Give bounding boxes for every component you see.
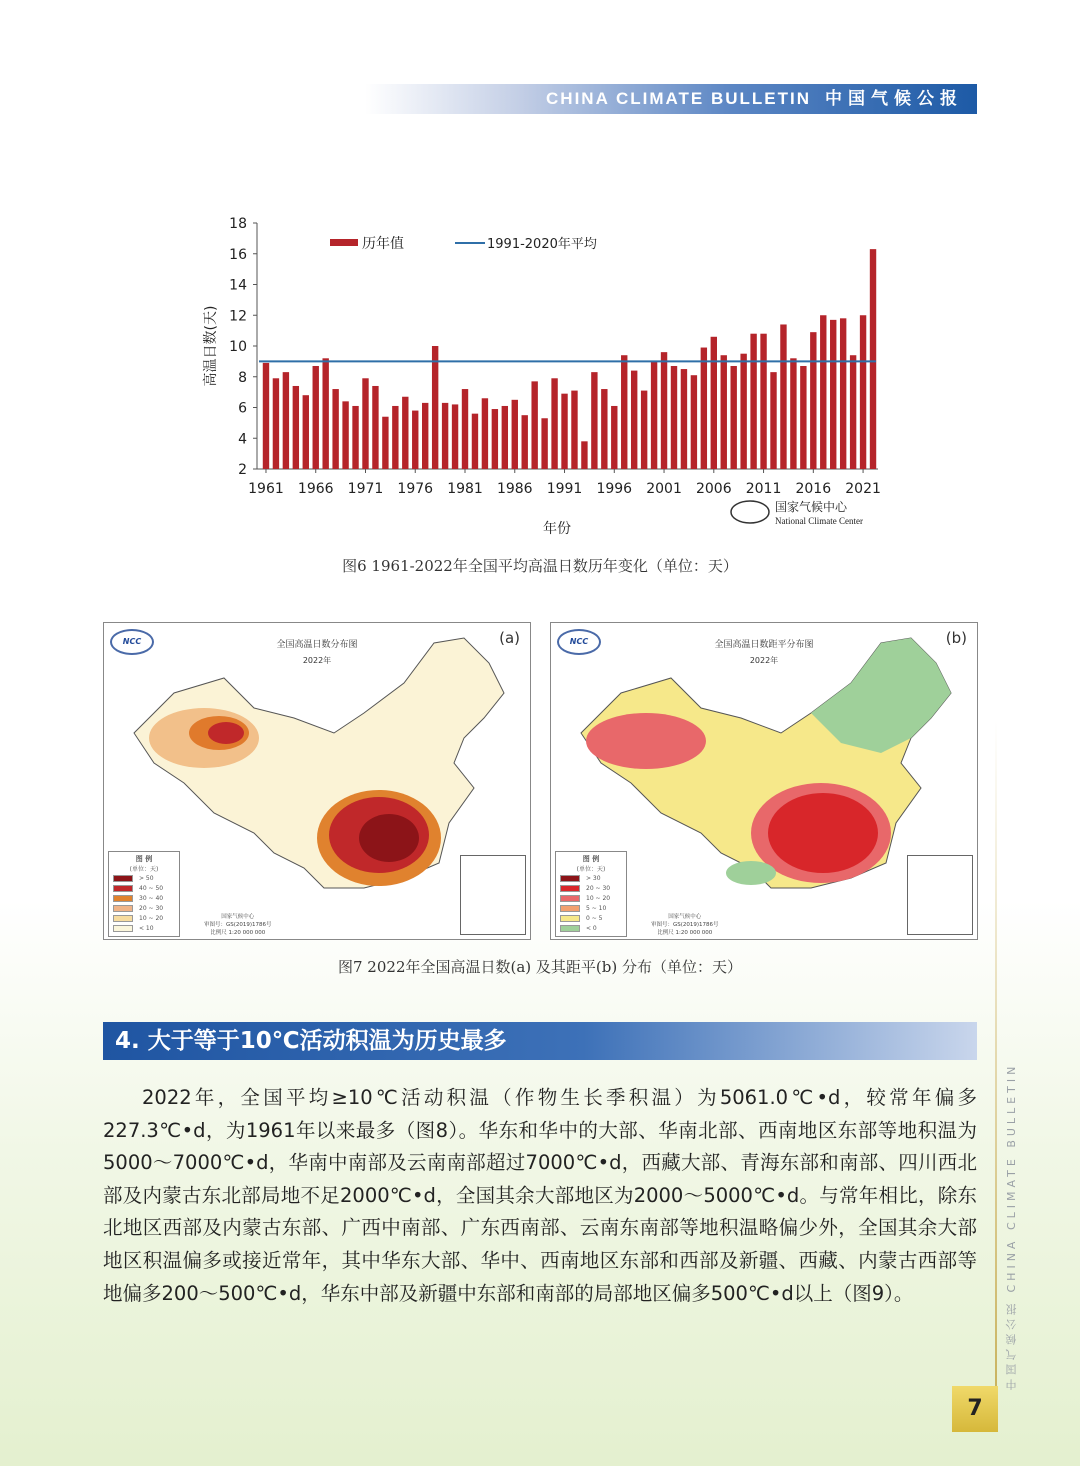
logo-cn: 国家气候中心	[775, 500, 848, 514]
map-legend	[555, 851, 627, 937]
bar-1986	[512, 400, 518, 469]
legend-item: 40 ~ 50	[113, 883, 175, 893]
legend-item: 10 ~ 20	[113, 913, 175, 923]
x-tick-label: 1991	[546, 481, 583, 497]
fig7-caption: 图7 2022年全国高温日数(a) 及其距平(b) 分布（单位：天）	[338, 958, 742, 976]
map-tag: (b)	[945, 629, 967, 647]
section-heading: 4. 大于等于10℃活动积温为历史最多	[103, 1022, 977, 1060]
ncc-logo: NCC	[557, 629, 601, 655]
map-credit: 国家气候中心 审图号：GS(2019)1786号 比例尺 1:20 000 000	[651, 914, 719, 936]
x-tick-label: 1961	[248, 481, 284, 497]
x-tick-label: 1976	[397, 481, 434, 497]
x-tick-label: 1996	[596, 481, 633, 497]
x-tick-label: 1981	[447, 481, 483, 497]
bar-1991	[561, 394, 567, 469]
bar-1961	[263, 363, 269, 469]
bar-1969	[342, 401, 348, 469]
bar-2018	[830, 320, 836, 469]
legend-item: 10 ~ 20	[560, 893, 622, 903]
bar-2020	[850, 355, 856, 469]
bar-2008	[731, 366, 737, 469]
bar-1971	[362, 378, 368, 469]
bar-2004	[691, 375, 697, 469]
map-b	[550, 622, 978, 940]
bar-1989	[541, 418, 547, 469]
bar-1979	[442, 403, 448, 469]
bar-1987	[522, 415, 528, 469]
y-tick-label: 2	[238, 462, 247, 478]
y-tick-label: 4	[238, 431, 247, 448]
bar-1964	[293, 386, 299, 469]
bar-1978	[432, 346, 438, 469]
bar-2009	[740, 354, 746, 469]
bar-1983	[482, 398, 488, 469]
y-tick-label: 6	[238, 400, 247, 417]
bar-1968	[332, 389, 338, 469]
page-number: 7	[952, 1386, 998, 1432]
map-tag: (a)	[499, 629, 520, 647]
legend-title: 图 例	[582, 855, 600, 863]
legend-item: < 10	[113, 923, 175, 933]
header-banner	[365, 84, 977, 114]
legend-item: < 0	[560, 923, 622, 933]
bar-1988	[531, 381, 537, 469]
paragraph: 2022年，全国平均≥10℃活动积温（作物生长季积温）为5061.0℃•d，较常年偏多227.3℃•d，为1961年以来最多（图8）。华东和华中的大部、华南北部、西南地区东部等地积温为5000～7000℃•d，华南中南部及云南南部超过7000℃•d，西藏大部、青海东部和南部、四川西北部及内蒙古东北部局地不足2000℃•d，全国其余大部地区为2000～5000℃•d。与常年相比，除东北地区西部及内蒙古东部、广西中南部、广东西南部、云南东南部等地积温略偏少外，全国其余大部地区积温偏多或接近常年，其中华东大部、华中、西南地区东部和西部及新疆、西藏、内蒙古西部等地偏多200～500℃•d，华东中部及新疆中东部和南部的局部地区偏多500℃•d以上（图9）。	[103, 1086, 977, 1305]
high-temp-days-chart	[190, 205, 890, 545]
map-title: 全国高温日数分布图	[276, 640, 358, 650]
x-tick-label: 2001	[646, 481, 682, 497]
bar-2014	[790, 358, 796, 469]
bar-2019	[840, 318, 846, 469]
bar-2017	[820, 315, 826, 469]
bar-1992	[571, 391, 577, 469]
bar-2001	[661, 352, 667, 469]
legend-item: > 50	[113, 873, 175, 883]
y-tick-label: 8	[238, 369, 247, 386]
bar-2005	[701, 348, 707, 469]
margin-line	[995, 720, 997, 1410]
bar-1970	[352, 406, 358, 469]
bar-1990	[551, 378, 557, 469]
legend-unit: (单位：天)	[129, 866, 159, 873]
legend-item: > 30	[560, 873, 622, 883]
legend-line-label: 1991-2020年平均	[487, 237, 597, 252]
bar-2022	[870, 249, 876, 469]
bar-1976	[412, 411, 418, 469]
bar-1993	[581, 441, 587, 469]
x-tick-label: 2006	[695, 481, 732, 497]
header-cn: 中国气候公报	[825, 89, 963, 108]
bar-2016	[810, 332, 816, 469]
bar-1982	[472, 414, 478, 469]
legend-bar-swatch	[330, 239, 358, 246]
map-legend	[108, 851, 180, 937]
bar-1996	[611, 406, 617, 469]
y-axis-label: 高温日数(天)	[203, 305, 219, 387]
map-a	[103, 622, 531, 940]
map-credit: 国家气候中心 审图号：GS(2019)1786号 比例尺 1:20 000 000	[204, 914, 272, 936]
x-axis-label: 年份	[543, 521, 571, 537]
legend-item: 20 ~ 30	[113, 903, 175, 913]
ncc-logo-icon	[731, 501, 769, 523]
bar-1999	[641, 391, 647, 469]
y-tick-label: 12	[229, 308, 247, 325]
bar-1995	[601, 389, 607, 469]
legend-unit: (单位：天)	[576, 866, 606, 873]
bar-1985	[502, 406, 508, 469]
header-en: CHINA CLIMATE BULLETIN	[546, 89, 811, 108]
body-text	[103, 1082, 977, 1310]
ncc-logo: NCC	[110, 629, 154, 655]
bar-2015	[800, 366, 806, 469]
x-tick-label: 2011	[745, 481, 782, 497]
bar-1984	[492, 409, 498, 469]
bar-1966	[313, 366, 319, 469]
map-title: 全国高温日数距平分布图	[714, 640, 814, 650]
bar-2010	[750, 334, 756, 469]
bar-2003	[681, 369, 687, 469]
bar-1997	[621, 355, 627, 469]
bar-2007	[721, 355, 727, 469]
y-tick-label: 10	[229, 339, 247, 355]
x-tick-label: 2016	[795, 481, 832, 497]
side-text: 中国气候公报 CHINA CLIMATE BULLETIN	[1005, 1062, 1018, 1390]
bar-2011	[760, 334, 766, 469]
south-sea-inset	[460, 855, 526, 935]
x-tick-label: 1966	[297, 481, 334, 497]
logo-en: National Climate Center	[775, 516, 863, 526]
bar-1973	[382, 417, 388, 469]
bar-1980	[452, 404, 458, 469]
legend-item: 0 ~ 5	[560, 913, 622, 923]
fig6-caption: 图6 1961-2022年全国平均高温日数历年变化（单位：天）	[342, 557, 738, 575]
bar-1962	[273, 378, 279, 469]
legend-item: 20 ~ 30	[560, 883, 622, 893]
bar-1998	[631, 371, 637, 469]
bar-2012	[770, 372, 776, 469]
bar-2002	[671, 366, 677, 469]
bar-1965	[303, 395, 309, 469]
bar-1963	[283, 372, 289, 469]
bar-2013	[780, 324, 786, 469]
x-tick-label: 2021	[845, 481, 881, 497]
bar-2021	[860, 315, 866, 469]
y-tick-label: 16	[229, 246, 247, 263]
legend-bar-label: 历年值	[362, 236, 404, 252]
bar-1994	[591, 372, 597, 469]
bar-2006	[711, 337, 717, 469]
y-tick-label: 18	[229, 216, 247, 232]
x-tick-label: 1971	[347, 481, 384, 497]
legend-item: 5 ~ 10	[560, 903, 622, 913]
bar-1977	[422, 403, 428, 469]
bar-1974	[392, 406, 398, 469]
bar-1981	[462, 389, 468, 469]
bar-1972	[372, 386, 378, 469]
legend-item: 30 ~ 40	[113, 893, 175, 903]
map-year: 2022年	[302, 656, 332, 665]
bar-1975	[402, 397, 408, 469]
bar-2000	[651, 361, 657, 469]
y-tick-label: 14	[229, 277, 247, 294]
map-year: 2022年	[749, 656, 779, 665]
x-tick-label: 1986	[496, 481, 533, 497]
legend-title: 图 例	[135, 855, 153, 863]
bar-1967	[322, 358, 328, 469]
south-sea-inset	[907, 855, 973, 935]
